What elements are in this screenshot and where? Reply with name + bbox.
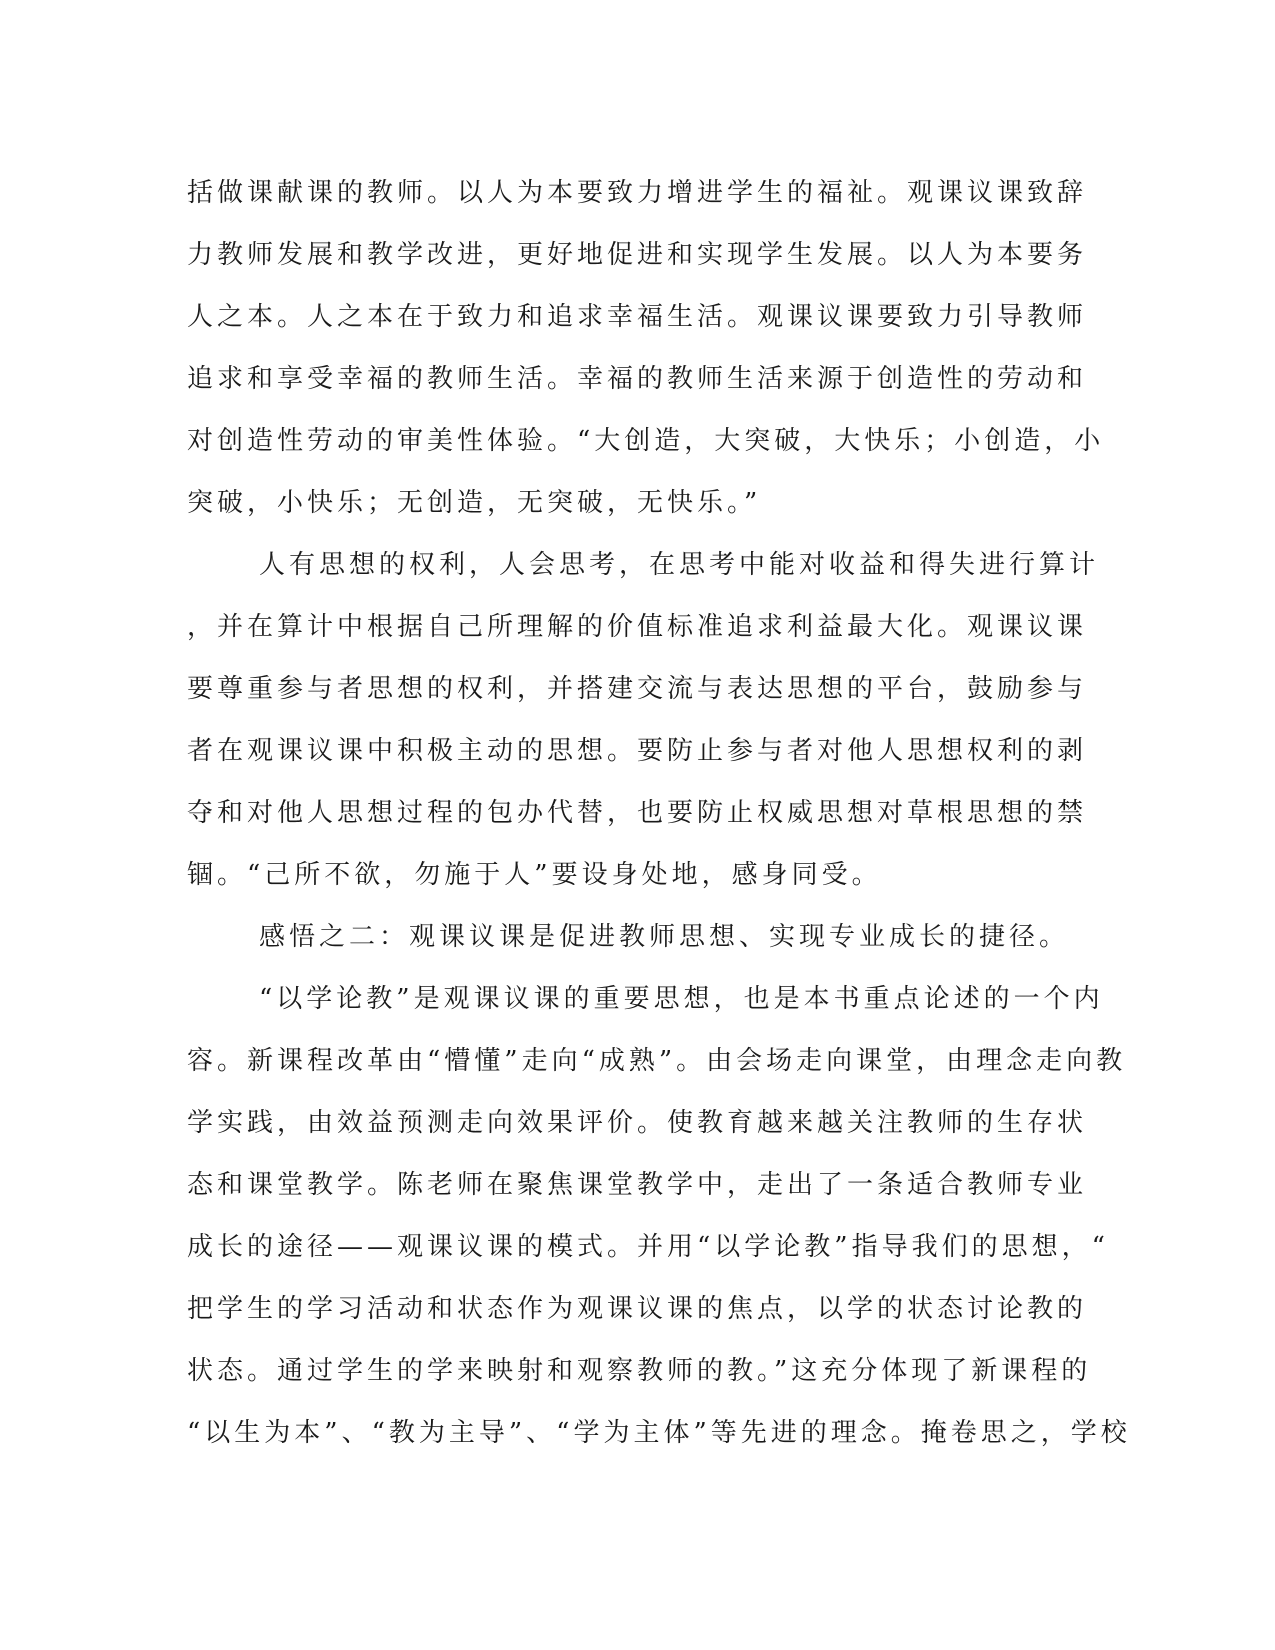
text-line: 对创造性劳动的审美性体验。“大创造，大突破，大快乐；小创造，小	[187, 426, 1105, 456]
text-line: 锢。“己所不欲，勿施于人”要设身处地，感身同受。	[187, 860, 882, 890]
text-line: 成长的途径——观课议课的模式。并用“以学论教”指导我们的思想，“	[187, 1232, 1109, 1262]
paragraph-first-line: 人有思想的权利，人会思考，在思考中能对收益和得失进行算计	[259, 550, 1100, 580]
body-text	[187, 162, 1131, 1464]
text-line: 容。新课程改革由“懵懂”走向“成熟”。由会场走向课堂，由理念走向教	[187, 1046, 1127, 1076]
text-line: 追求和享受幸福的教师生活。幸福的教师生活来源于创造性的劳动和	[187, 364, 1088, 394]
text-line: 括做课献课的教师。以人为本要致力增进学生的福祉。观课议课致辞	[187, 178, 1088, 208]
text-line: 夺和对他人思想过程的包办代替，也要防止权威思想对草根思想的禁	[187, 798, 1088, 828]
text-line: 人之本。人之本在于致力和追求幸福生活。观课议课要致力引导教师	[187, 302, 1088, 332]
paragraph-first-line: “以学论教”是观课议课的重要思想，也是本书重点论述的一个内	[259, 984, 1104, 1014]
text-line: 状态。通过学生的学来映射和观察教师的教。”这充分体现了新课程的	[187, 1356, 1092, 1386]
text-line: 突破，小快乐；无创造，无突破，无快乐。”	[187, 488, 762, 518]
text-line: 学实践，由效益预测走向效果评价。使教育越来越关注教师的生存状	[187, 1108, 1088, 1138]
text-line: 要尊重参与者思想的权利，并搭建交流与表达思想的平台，鼓励参与	[187, 674, 1088, 704]
text-line: “以生为本”、“教为主导”、“学为主体”等先进的理念。掩卷思之，学校	[187, 1418, 1131, 1448]
text-line: ，并在算计中根据自己所理解的价值标准追求利益最大化。观课议课	[187, 612, 1088, 642]
section-heading: 感悟之二：观课议课是促进教师思想、实现专业成长的捷径。	[259, 922, 1070, 952]
text-line: 者在观课议课中积极主动的思想。要防止参与者对他人思想权利的剥	[187, 736, 1088, 766]
text-line: 把学生的学习活动和状态作为观课议课的焦点，以学的状态讨论教的	[187, 1294, 1088, 1324]
text-line: 力教师发展和教学改进，更好地促进和实现学生发展。以人为本要务	[187, 240, 1088, 270]
text-line: 态和课堂教学。陈老师在聚焦课堂教学中，走出了一条适合教师专业	[187, 1170, 1088, 1200]
